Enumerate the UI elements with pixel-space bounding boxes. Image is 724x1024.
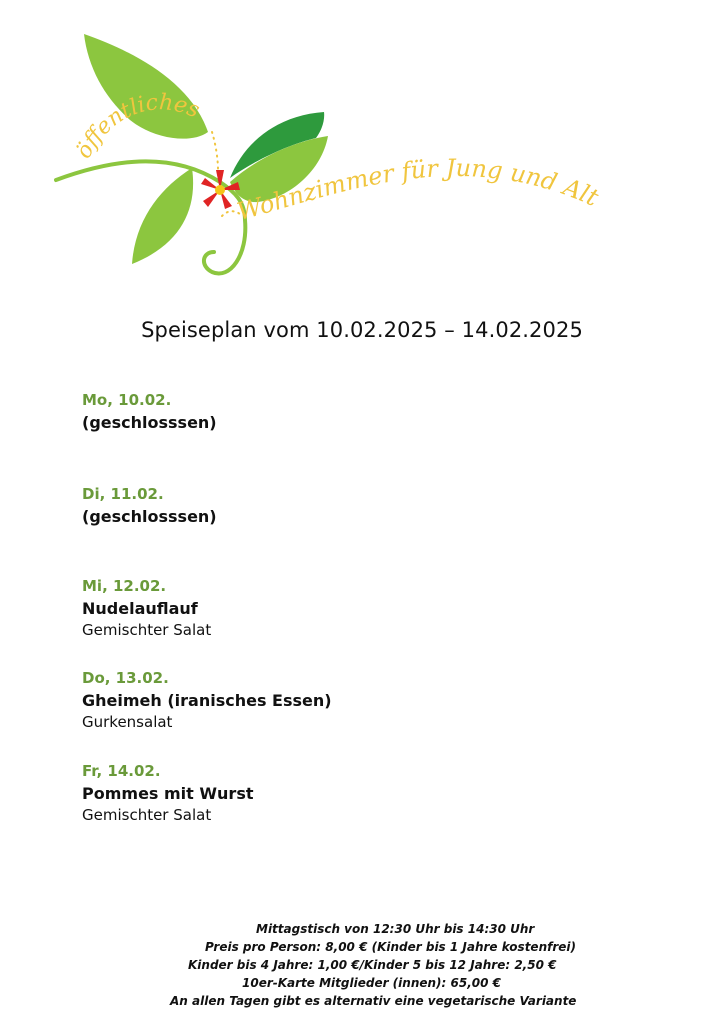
logo-word-top: öffentliches	[71, 90, 204, 163]
leaf-bottom-icon	[132, 168, 193, 264]
footer-hours: Mittagstisch von 12:30 Uhr bis 14:30 Uhr	[256, 922, 535, 936]
logo	[40, 20, 680, 300]
day-side-dish: Gurkensalat	[82, 713, 173, 731]
day-side-dish: Gemischter Salat	[82, 621, 212, 639]
day-label: Fr, 14.02.	[82, 762, 161, 780]
day-wednesday	[82, 577, 211, 639]
day-side-dish: Gemischter Salat	[82, 806, 212, 824]
footer-children-price: Kinder bis 4 Jahre: 1,00 €/Kinder 5 bis 12 Jahre: 2,50 €	[188, 958, 557, 972]
page-title: Speiseplan vom 10.02.2025 – 14.02.2025	[141, 318, 583, 342]
day-monday	[82, 391, 217, 435]
footer-info	[0, 920, 724, 1010]
day-main-dish: (geschlosssen)	[82, 507, 217, 526]
footer-vegetarian-note: An allen Tagen gibt es alternativ eine vegetarische Variante	[170, 994, 577, 1008]
day-label: Mo, 10.02.	[82, 391, 172, 409]
day-main-dish: Nudelauflauf	[82, 599, 198, 618]
day-thursday	[82, 669, 332, 731]
day-tuesday	[82, 485, 217, 529]
logo-word-main: Wohnzimmer für Jung und Alt	[234, 153, 603, 226]
day-main-dish: Pommes mit Wurst	[82, 784, 254, 803]
footer-ten-card: 10er-Karte Mitglieder (innen): 65,00 €	[242, 976, 501, 990]
day-main-dish: Gheimeh (iranisches Essen)	[82, 691, 332, 710]
day-friday	[82, 762, 253, 824]
day-label: Mi, 12.02.	[82, 577, 167, 595]
day-label: Di, 11.02.	[82, 485, 164, 503]
footer-price: Preis pro Person: 8,00 € (Kinder bis 1 Jahre kostenfrei)	[205, 940, 576, 954]
day-main-dish: (geschlosssen)	[82, 413, 217, 432]
day-label: Do, 13.02.	[82, 669, 169, 687]
